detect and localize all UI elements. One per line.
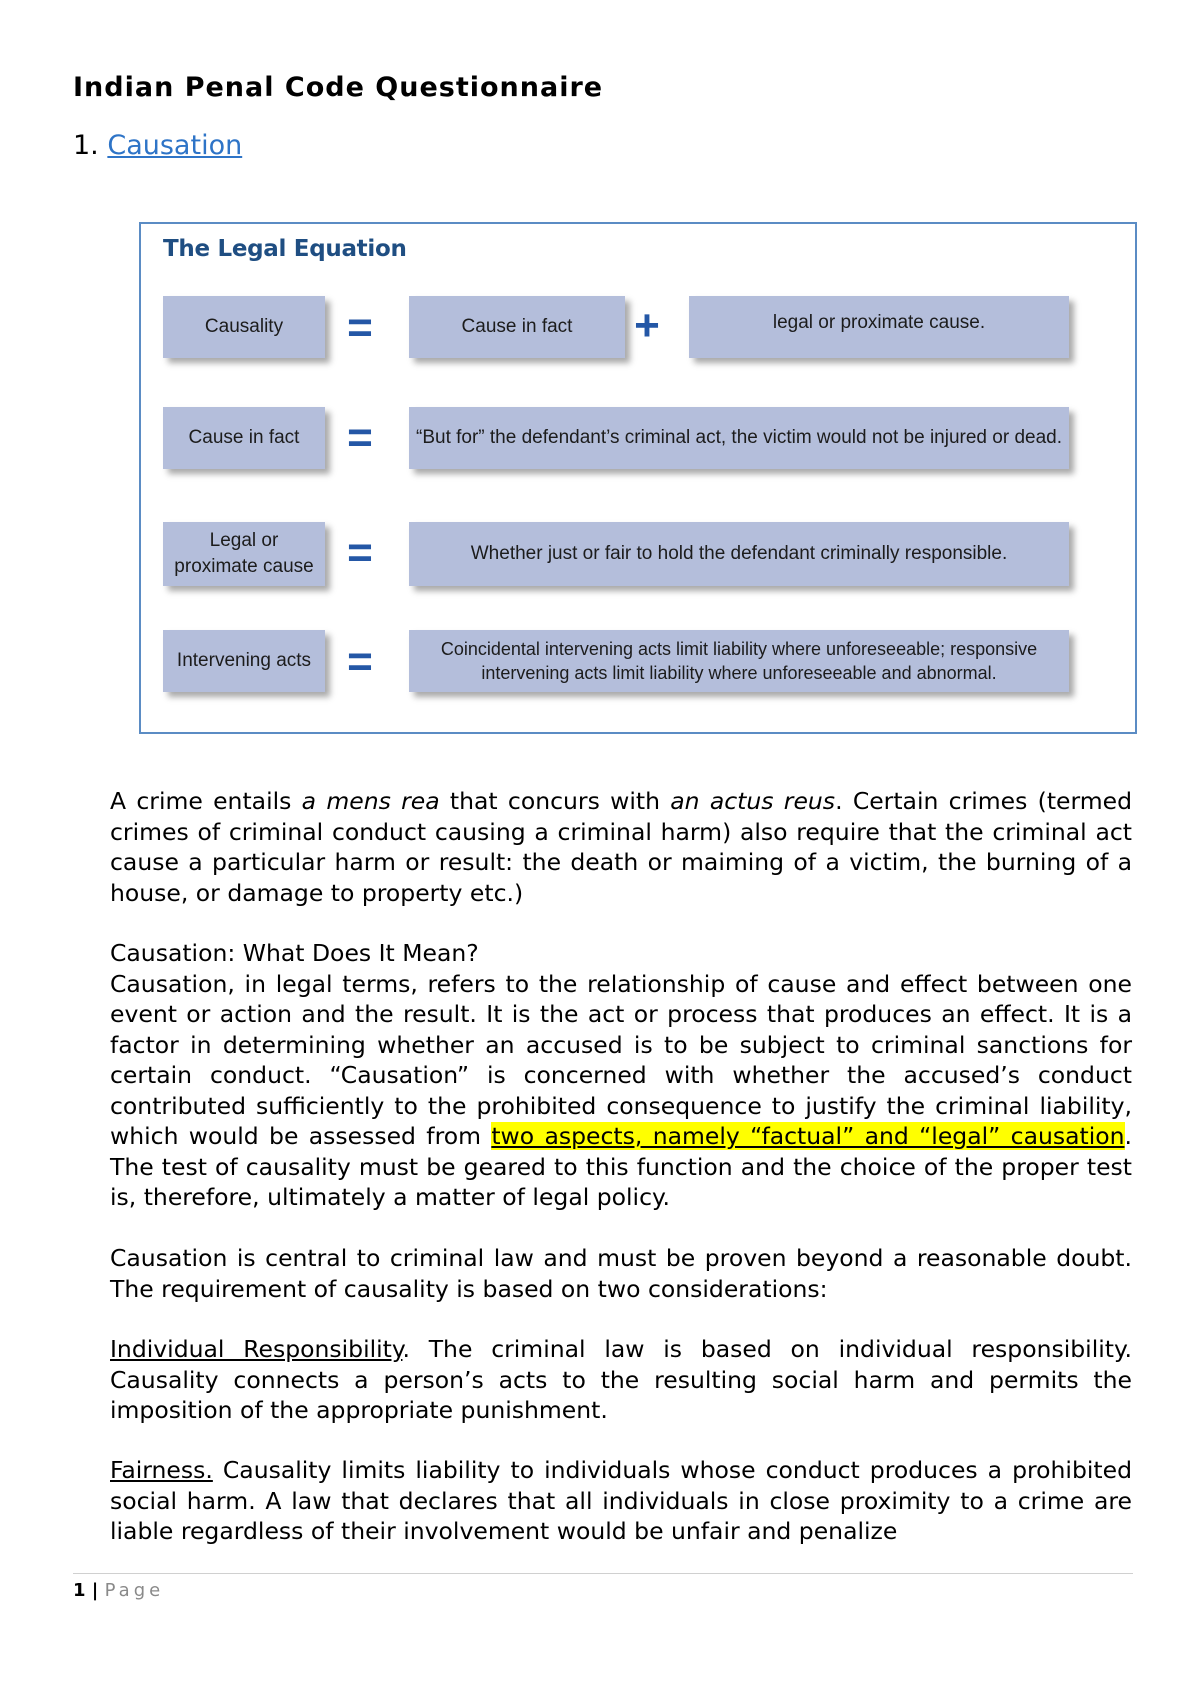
document-title: Indian Penal Code Questionnaire: [73, 72, 604, 103]
legal-equation-figure: [139, 222, 1137, 734]
emphasis-actus-reus: an actus reus: [670, 787, 836, 815]
paragraph-crime-definition: [110, 786, 1132, 908]
definition-cause-in-fact: “But for” the defendant’s criminal act, the victim would not be injured or dead.: [409, 407, 1069, 469]
page-footer: [73, 1580, 164, 1601]
paragraph-causation-central: Causation is central to criminal law and must be proven beyond a reasonable doubt. The requirement of causality is based on two considerations:: [110, 1244, 1132, 1303]
equals-symbol: =: [347, 637, 373, 686]
text-run: . The test of causality must be geared to this function and the choice of the proper test is, therefore, ultimately a matter of legal policy.: [110, 1122, 1133, 1211]
text-run: A crime entails: [110, 787, 302, 815]
label-fairness: Fairness.: [110, 1456, 213, 1484]
text-run: Causation, in legal terms, refers to the relationship of cause and effect between one event or action and the result. It is the act or process that produces an effect. It is a factor in determining whether an accused is to be subject to criminal sanctions for certain conduct. “Causation” is concerned with whether the accused’s conduct contributed sufficiently to the prohibited consequence to justify the criminal liability, which would be assessed from: [110, 969, 1132, 1150]
term-cause-in-fact-2: Cause in fact: [163, 407, 325, 469]
term-causality: Causality: [163, 296, 325, 358]
paragraph-fairness: [110, 1455, 1132, 1547]
term-intervening-acts: Intervening acts: [163, 630, 325, 692]
page-number: 1: [73, 1580, 86, 1601]
equals-symbol: =: [347, 303, 373, 352]
label-individual-responsibility: Individual Responsibility: [110, 1335, 403, 1363]
text-run: that concurs with: [439, 787, 671, 815]
paragraph-individual-responsibility: [110, 1334, 1132, 1426]
figure-title: The Legal Equation: [163, 236, 407, 262]
definition-legal-or-proximate: Whether just or fair to hold the defendant criminally responsible.: [409, 522, 1069, 586]
text-run: Causality limits liability to individuals whose conduct produces a prohibited social harm. A law that declares that all individuals in close proximity to a crime are liable regardless of their involvement would be unfair and penalize: [110, 1456, 1132, 1545]
paragraph-causation-meaning: [110, 938, 1132, 1213]
plus-symbol: +: [634, 301, 660, 350]
equals-symbol: =: [347, 528, 373, 577]
equals-symbol: =: [347, 413, 373, 462]
term-legal-or-proximate: legal or proximate cause.: [689, 296, 1069, 358]
text-run: . The criminal law is based on individual responsibility. Causality connects a person’s acts to the resulting social harm and permits the imposition of the appropriate punishment.: [110, 1335, 1132, 1424]
emphasis-mens-rea: a mens rea: [301, 787, 440, 815]
text-run: . Certain crimes (termed crimes of criminal conduct causing a criminal harm) also require that the criminal act cause a particular harm or result: the death or maiming of a victim, the burning of a house, or damage to property etc.): [110, 787, 1133, 907]
term-legal-or-proximate-cause: Legal or proximate cause: [163, 522, 325, 586]
causation-link[interactable]: Causation: [107, 130, 243, 161]
page-label: Page: [104, 1580, 165, 1601]
subheading-causation-meaning: Causation: What Does It Mean?: [110, 939, 479, 967]
footer-divider: [73, 1573, 1133, 1574]
term-cause-in-fact: Cause in fact: [409, 296, 625, 358]
section-heading: [73, 130, 242, 161]
definition-intervening-acts: Coincidental intervening acts limit liability where unforeseeable; responsive intervening acts limit liability where unforeseeable and abnormal.: [409, 630, 1069, 692]
highlighted-text: two aspects, namely “factual” and “legal” causation: [491, 1122, 1125, 1150]
footer-separator: |: [85, 1580, 105, 1601]
section-number: 1.: [73, 130, 99, 161]
